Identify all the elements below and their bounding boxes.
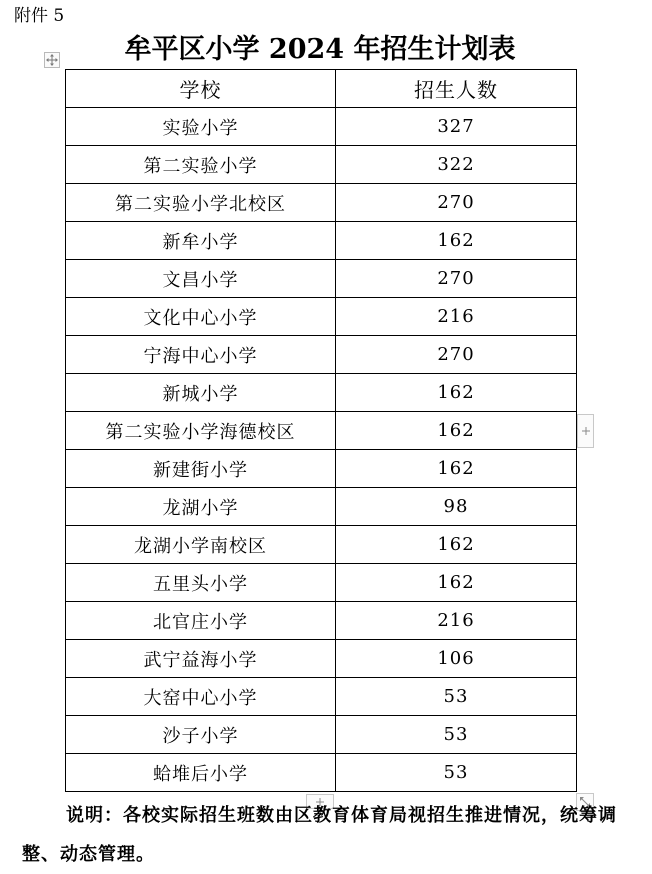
table-row (66, 184, 577, 222)
table-row (66, 678, 577, 716)
school-name-cell: 沙子小学 (66, 716, 336, 754)
school-name-cell: 文昌小学 (66, 260, 336, 298)
attachment-label: 附件 5 (14, 6, 65, 26)
school-name-cell: 新牟小学 (66, 222, 336, 260)
school-name-cell: 龙湖小学南校区 (66, 526, 336, 564)
add-column-button[interactable] (577, 414, 594, 448)
school-name-cell: 北官庄小学 (66, 602, 336, 640)
table-body (66, 108, 577, 792)
header-enrollment: 招生人数 (336, 70, 577, 108)
header-school: 学校 (66, 70, 336, 108)
table-row (66, 222, 577, 260)
enrollment-count-cell: 216 (336, 298, 577, 336)
enrollment-count-cell: 162 (336, 374, 577, 412)
table-row (66, 488, 577, 526)
school-name-cell: 文化中心小学 (66, 298, 336, 336)
move-arrows-icon (46, 54, 58, 66)
school-name-cell: 第二实验小学海德校区 (66, 412, 336, 450)
table-row (66, 450, 577, 488)
school-name-cell: 大窑中心小学 (66, 678, 336, 716)
enrollment-count-cell: 162 (336, 526, 577, 564)
table-row (66, 602, 577, 640)
table-row (66, 374, 577, 412)
enrollment-table (65, 69, 577, 792)
table-header-row (66, 70, 577, 108)
enrollment-count-cell: 53 (336, 678, 577, 716)
enrollment-count-cell: 270 (336, 260, 577, 298)
enrollment-count-cell: 270 (336, 336, 577, 374)
school-name-cell: 新城小学 (66, 374, 336, 412)
enrollment-count-cell: 98 (336, 488, 577, 526)
enrollment-count-cell: 162 (336, 222, 577, 260)
table-row (66, 298, 577, 336)
enrollment-count-cell: 53 (336, 754, 577, 792)
table-row (66, 260, 577, 298)
table-row (66, 146, 577, 184)
table-row (66, 108, 577, 146)
table-row (66, 564, 577, 602)
school-name-cell: 宁海中心小学 (66, 336, 336, 374)
enrollment-count-cell: 162 (336, 412, 577, 450)
table-row (66, 336, 577, 374)
table-row (66, 526, 577, 564)
enrollment-count-cell: 216 (336, 602, 577, 640)
school-name-cell: 实验小学 (66, 108, 336, 146)
enrollment-count-cell: 106 (336, 640, 577, 678)
enrollment-count-cell: 270 (336, 184, 577, 222)
school-name-cell: 五里头小学 (66, 564, 336, 602)
table-row (66, 640, 577, 678)
enrollment-count-cell: 322 (336, 146, 577, 184)
school-name-cell: 武宁益海小学 (66, 640, 336, 678)
school-name-cell: 第二实验小学 (66, 146, 336, 184)
table-move-handle[interactable] (44, 52, 60, 68)
enrollment-count-cell: 162 (336, 564, 577, 602)
plus-icon (581, 426, 591, 436)
footnote: 说明：各校实际招生班数由区教育体育局视招生推进情况，统筹调整、动态管理。 (22, 805, 617, 865)
table-row (66, 412, 577, 450)
page-title: 牟平区小学 2024 年招生计划表 (124, 34, 516, 65)
table-row (66, 754, 577, 792)
table-row (66, 716, 577, 754)
school-name-cell: 第二实验小学北校区 (66, 184, 336, 222)
enrollment-count-cell: 327 (336, 108, 577, 146)
school-name-cell: 龙湖小学 (66, 488, 336, 526)
enrollment-count-cell: 53 (336, 716, 577, 754)
school-name-cell: 新建街小学 (66, 450, 336, 488)
school-name-cell: 蛤堆后小学 (66, 754, 336, 792)
enrollment-count-cell: 162 (336, 450, 577, 488)
